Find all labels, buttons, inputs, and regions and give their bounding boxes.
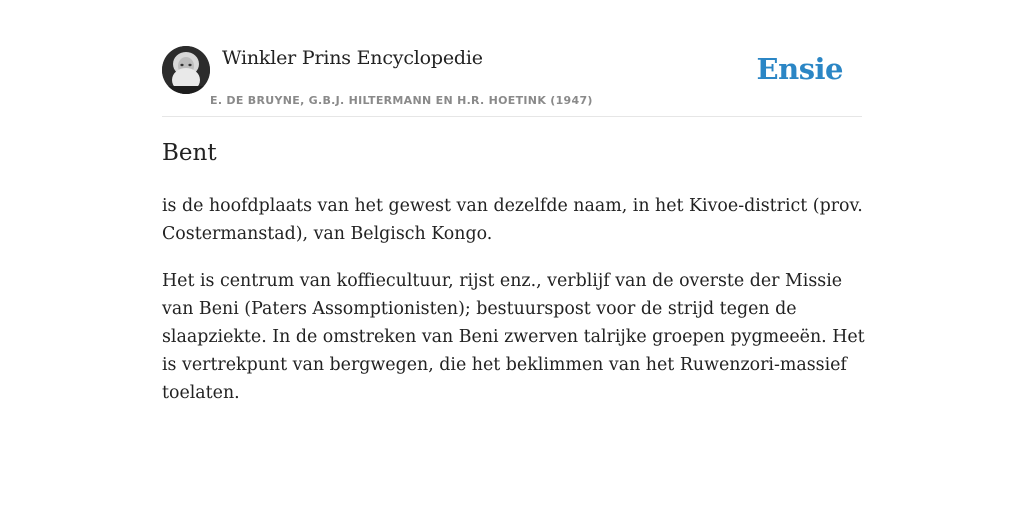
brand-logo-link[interactable]: Ensie <box>756 52 843 86</box>
portrait-icon <box>162 46 210 94</box>
article-title: Bent <box>162 140 217 166</box>
article-paragraph: Het is centrum van koffiecultuur, rijst enz., verblijf van de overste der Missie van Beni (Paters Assomptionisten); bestuurspost voor de strijd tegen de slaapziekte. In de omstreken van Beni zwerven talrijke groepen pygmeeën. Het is vertrekpunt van bergwegen, die het beklimmen van het Ruwenzori-massief toelaten. <box>162 271 865 403</box>
source-title[interactable]: Winkler Prins Encyclopedie <box>222 47 483 69</box>
source-avatar[interactable] <box>162 46 210 94</box>
source-authors: E. DE BRUYNE, G.B.J. HILTERMANN EN H.R. HOETINK (1947) <box>210 94 593 107</box>
article-body <box>162 192 867 426</box>
article-paragraph: is de hoofdplaats van het gewest van dezelfde naam, in het Kivoe-district (prov. Costermanstad), van Belgisch Kongo. <box>162 196 863 244</box>
source-header <box>162 46 862 117</box>
